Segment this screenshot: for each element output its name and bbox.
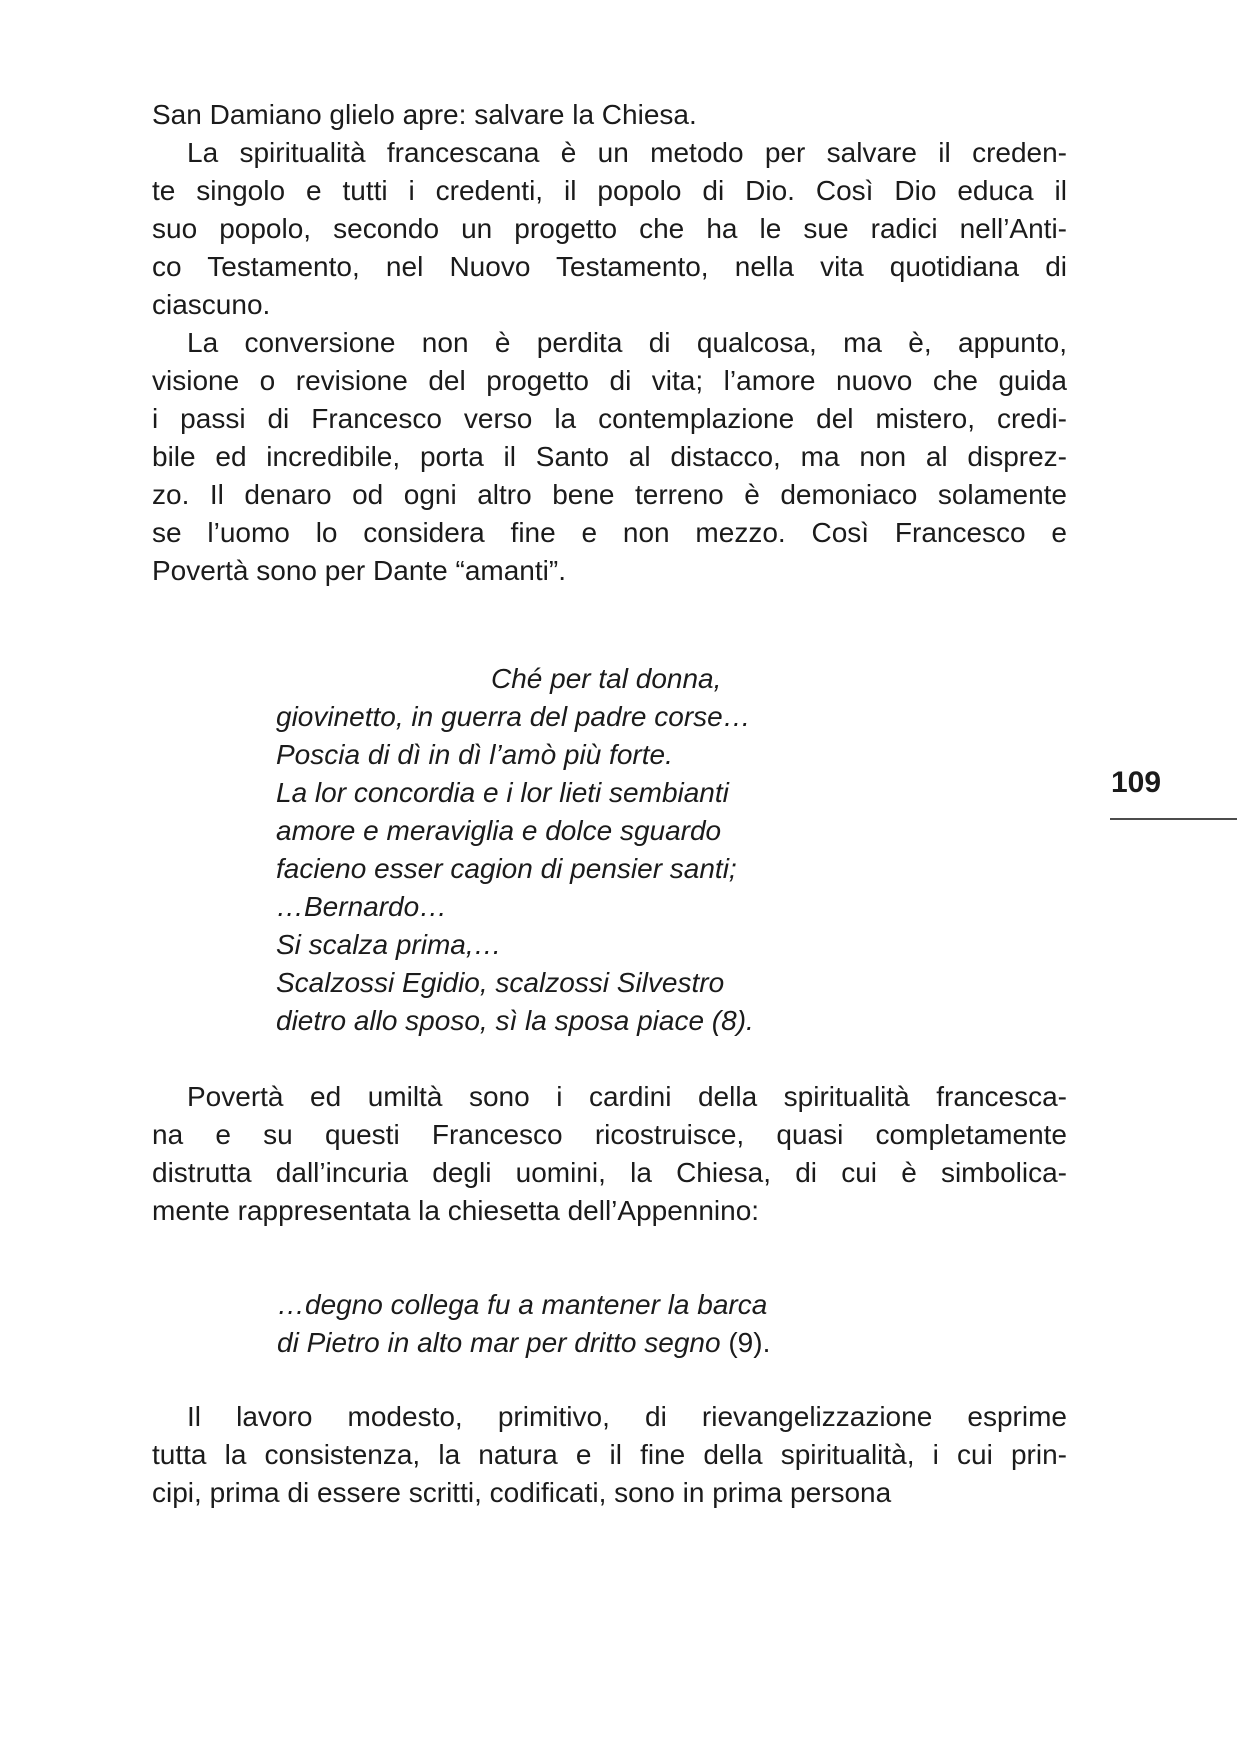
text-line: Il lavoro modesto, primitivo, di rievangelizzazione esprime <box>187 1401 1067 1432</box>
text-line: na e su questi Francesco ricostruisce, quasi completamente <box>152 1119 1067 1150</box>
text-line: mente rappresentata la chiesetta dell’Appennino: <box>152 1195 760 1226</box>
text-line: amore e meraviglia e dolce sguardo <box>276 815 722 846</box>
text-line: …degno collega fu a mantener la barca <box>277 1289 768 1320</box>
paragraph <box>152 324 1067 590</box>
text-line: se l’uomo lo considera fine e non mezzo. Così Francesco e <box>152 517 1067 548</box>
paragraph <box>152 1078 1067 1230</box>
text-line: cipi, prima di essere scritti, codificati, sono in prima persona <box>152 1477 892 1508</box>
text-column <box>152 96 1067 1512</box>
text-line: visione o revisione del progetto di vita; l’amore nuovo che guida <box>152 365 1067 396</box>
text-line: zo. Il denaro od ogni altro bene terreno è demoniaco solamente <box>152 479 1067 510</box>
citation-number: (9). <box>728 1327 771 1358</box>
text-line: di Pietro in alto mar per dritto segno (9). <box>277 1327 771 1358</box>
text-line: dietro allo sposo, sì la sposa piace (8). <box>276 1005 754 1036</box>
text-line: La spiritualità francescana è un metodo per salvare il creden- <box>187 137 1067 168</box>
text-line: La lor concordia e i lor lieti sembianti <box>276 777 729 808</box>
text-line: te singolo e tutti i credenti, il popolo di Dio. Così Dio educa il <box>152 175 1067 206</box>
text-line: distrutta dall’incuria degli uomini, la Chiesa, di cui è simbolica- <box>152 1157 1067 1188</box>
text-line: San Damiano glielo apre: salvare la Chiesa. <box>152 99 697 130</box>
verse-block <box>152 1286 1067 1362</box>
page-number-rule <box>1110 818 1237 820</box>
text-line: giovinetto, in guerra del padre corse… <box>276 701 751 732</box>
text-line: Si scalza prima,… <box>276 929 502 960</box>
text-line: suo popolo, secondo un progetto che ha le sue radici nell’Anti- <box>152 213 1067 244</box>
text-line: Scalzossi Egidio, scalzossi Silvestro <box>276 967 725 998</box>
text-line: Povertà ed umiltà sono i cardini della spiritualità francesca- <box>187 1081 1067 1112</box>
verse-block <box>152 660 1067 1040</box>
text-line: bile ed incredibile, porta il Santo al distacco, ma non al disprez- <box>152 441 1067 472</box>
text-line: co Testamento, nel Nuovo Testamento, nella vita quotidiana di <box>152 251 1067 282</box>
text-line: facieno esser cagion di pensier santi; <box>276 853 737 884</box>
paragraph <box>152 1398 1067 1512</box>
text-line: …Bernardo… <box>276 891 448 922</box>
page-number: 109 <box>1111 766 1162 799</box>
text-line: tutta la consistenza, la natura e il fine della spiritualità, i cui prin- <box>152 1439 1067 1470</box>
text-line: Povertà sono per Dante “amanti”. <box>152 555 566 586</box>
text-line: Poscia di dì in dì l’amò più forte. <box>276 739 673 770</box>
text-line: i passi di Francesco verso la contemplazione del mistero, credi- <box>152 403 1067 434</box>
text-line: ciascuno. <box>152 289 271 320</box>
paragraph <box>152 96 1067 134</box>
text-line: Ché per tal donna, <box>491 663 722 694</box>
text-line: La conversione non è perdita di qualcosa, ma è, appunto, <box>187 327 1067 358</box>
paragraph <box>152 134 1067 324</box>
